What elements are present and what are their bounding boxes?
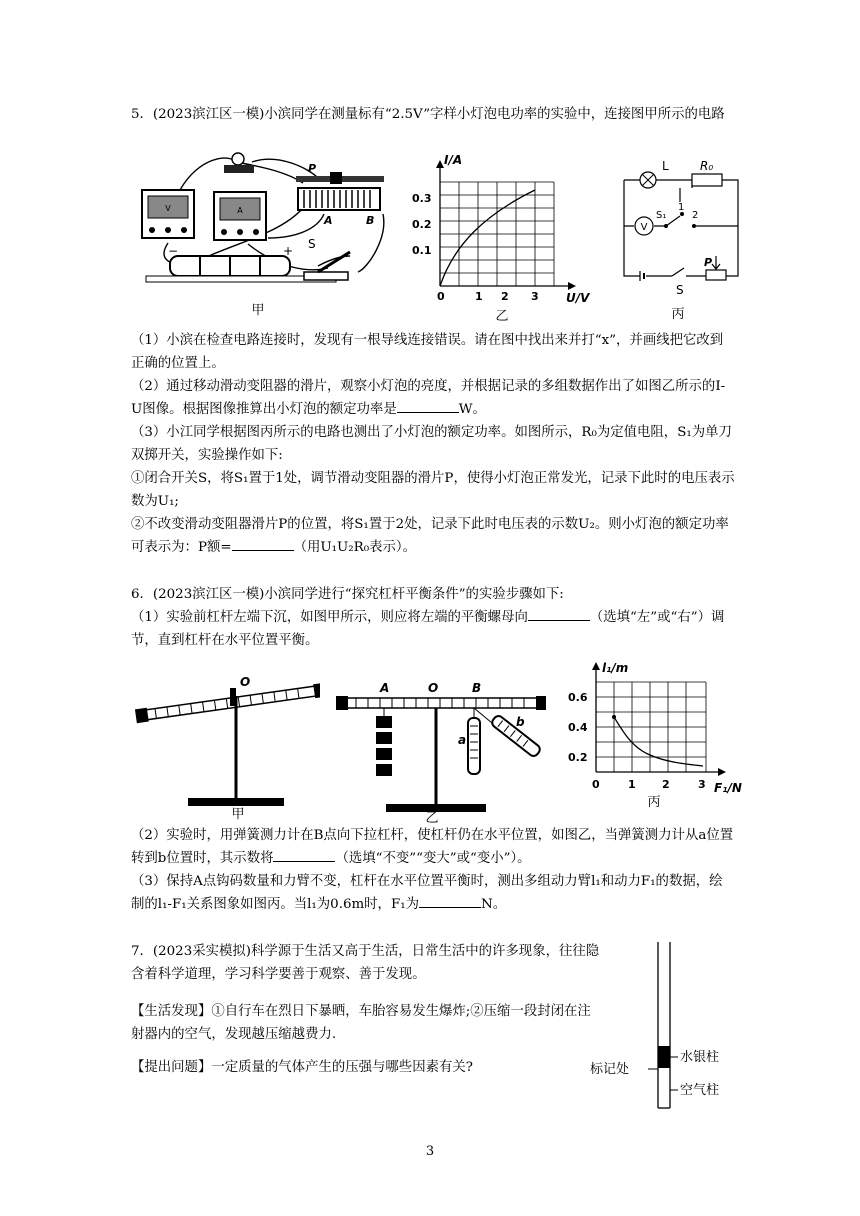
yi6-label: b — [516, 715, 525, 729]
q6-part2-text: （2）实验时，用弹簧测力计在B点向下拉杠杆，使杠杆仍在水平位置，如图乙，当弹簧测力计从a位置转到b位置时，其示数将 — [131, 828, 734, 866]
fig-caption: 丙 — [647, 795, 661, 810]
q6-figure-yi — [336, 672, 552, 824]
bing6-ytick: 0.2 — [568, 751, 588, 764]
q5-part2-text: （2）通过移动滑动变阻器的滑片，观察小灯泡的亮度，并根据记录的多组数据作出了如图乙所示的I-U图像。根据图像推算出小灯泡的额定功率是 — [131, 379, 726, 417]
fig-caption: 乙 — [425, 811, 439, 824]
bing6-xtick: 0 — [592, 778, 600, 791]
q6-part3-unit: N。 — [481, 897, 507, 912]
q5-step2 — [131, 513, 735, 559]
q7-discovery: 【生活发现】①自行车在烈日下暴晒，车胎容易发生爆炸;②压缩一段封闭在注射器内的空气，发现越压缩越费力. — [131, 1004, 591, 1042]
q6-part3-text: （3）保持A点钩码数量和力臂不变，杠杆在水平位置平衡时，测出多组动力臂l₁和动力F₁的数据，绘制的l₁-F₁关系图象如图丙。当l₁为0.6m时，F₁为 — [131, 874, 723, 912]
q5-step2-tail: （用U₁U₂R₀表示）。 — [293, 540, 416, 555]
q6-part3 — [131, 870, 735, 916]
q5-figure-yi — [404, 150, 600, 322]
bing-label: S — [676, 283, 684, 297]
q7-question: 【提出问题】一定质量的气体产生的压强与哪些因素有关? — [131, 1060, 473, 1075]
q5-part2 — [131, 375, 735, 421]
yi-xtick: 3 — [531, 290, 539, 303]
mark-label: 标记处 — [590, 1062, 630, 1077]
bing6-xtick: 2 — [662, 778, 670, 791]
yi-ylabel: I/A — [444, 153, 463, 167]
bing-label: P — [704, 256, 713, 269]
q5-part1: （1）小滨在检查电路连接时，发现有一根导线连接错误。请在图中找出来并打“x”，并画线把它改到正确的位置上。 — [131, 333, 724, 371]
q7-heading: 7．(2023采实模拟)科学源于生活又高于生活，日常生活中的许多现象，往往隐含着科学道理，学习科学要善于观察、善于发现。 — [131, 944, 600, 982]
svg-text:−: − — [168, 244, 179, 258]
fig-caption: 甲 — [231, 807, 245, 820]
bing6-xtick: 3 — [698, 778, 706, 791]
mercury-label: 水银柱 — [680, 1050, 720, 1065]
bing-label: R₀ — [700, 159, 714, 173]
yi6-label: B — [472, 681, 482, 695]
yi-ytick: 0.3 — [412, 192, 432, 205]
answer-blank — [273, 847, 335, 862]
bing6-ytick: 0.6 — [568, 691, 588, 704]
q5-figure-bing — [612, 152, 746, 322]
yi6-label: A — [380, 681, 390, 695]
jia-label: O — [240, 675, 251, 689]
bing-label: S₁ — [656, 210, 667, 221]
bing-label: V — [640, 222, 648, 233]
q6-part1-text: （1）实验前杠杆左端下沉，如图甲所示，则应将左端的平衡螺母向 — [131, 610, 528, 625]
q6-heading: 6．(2023滨江区一模)小滨同学进行“探究杠杆平衡条件”的实验步骤如下: — [131, 587, 564, 602]
svg-text:A: A — [324, 214, 333, 227]
yi6-label: a — [458, 733, 467, 747]
bing-label: L — [662, 159, 669, 173]
yi-xlabel: U/V — [566, 291, 590, 305]
fig-caption: 丙 — [671, 307, 685, 322]
q6-figure-bing — [566, 660, 746, 824]
page-number: 3 — [425, 1144, 435, 1159]
answer-blank — [419, 893, 481, 908]
yi-xtick: 1 — [475, 290, 483, 303]
answer-blank — [528, 606, 590, 621]
bing-label: 1 — [678, 202, 685, 213]
bing6-xlabel: F₁/N — [714, 781, 742, 795]
q5-step1: ①闭合开关S，将S₁置于1处，调节滑动变阻器的滑片P，使得小灯泡正常发光，记录下此时的电压表示数为U₁; — [131, 471, 735, 509]
q6-part2-tail: （选填“不变”“变大”或“变小”）。 — [335, 851, 531, 866]
fig-caption: 甲 — [251, 303, 265, 318]
bing6-ylabel: l₁/m — [602, 661, 629, 675]
yi-xtick: 2 — [501, 290, 509, 303]
yi-ytick: 0.1 — [412, 244, 432, 257]
bing6-ytick: 0.4 — [568, 721, 588, 734]
svg-text:P: P — [308, 162, 317, 175]
q6-part2 — [131, 824, 735, 870]
bing-label: 2 — [692, 210, 699, 221]
q5-heading: 5．(2023滨江区一模)小滨同学在测量标有“2.5V”字样小灯泡电功率的实验中，连接图甲所示的电路 — [131, 107, 725, 122]
yi6-label: O — [428, 681, 439, 695]
answer-blank — [397, 398, 459, 413]
q6-figure-jia — [130, 668, 320, 820]
q6-part1 — [131, 606, 735, 652]
svg-text:A: A — [237, 206, 243, 215]
q5-figure-jia — [128, 148, 388, 320]
svg-text:S: S — [308, 237, 316, 251]
svg-text:+: + — [283, 244, 294, 258]
yi-xtick: 0 — [437, 290, 445, 303]
fig-caption: 乙 — [495, 309, 509, 322]
svg-text:V: V — [165, 204, 171, 213]
q5-part3: （3）小江同学根据图丙所示的电路也测出了小灯泡的额定功率。如图所示，R₀为定值电阻，S₁为单刀双掷开关，实验操作如下: — [131, 425, 732, 463]
svg-text:B: B — [366, 214, 375, 227]
q7-tube-figure — [582, 942, 742, 1114]
q6-part1-tail: （选填“左”或“右”）调节，直到杠杆在水平位置平衡。 — [131, 610, 725, 648]
q5-step2-text: ②不改变滑动变阻器滑片P的位置，将S₁置于2处，记录下此时电压表的示数U₂。则小灯泡的额定功率可表示为：P额= — [131, 517, 729, 555]
yi-ytick: 0.2 — [412, 218, 432, 231]
air-label: 空气柱 — [680, 1083, 720, 1098]
answer-blank — [232, 536, 294, 551]
q5-part2-unit: W。 — [458, 402, 486, 417]
bing6-xtick: 1 — [628, 778, 636, 791]
